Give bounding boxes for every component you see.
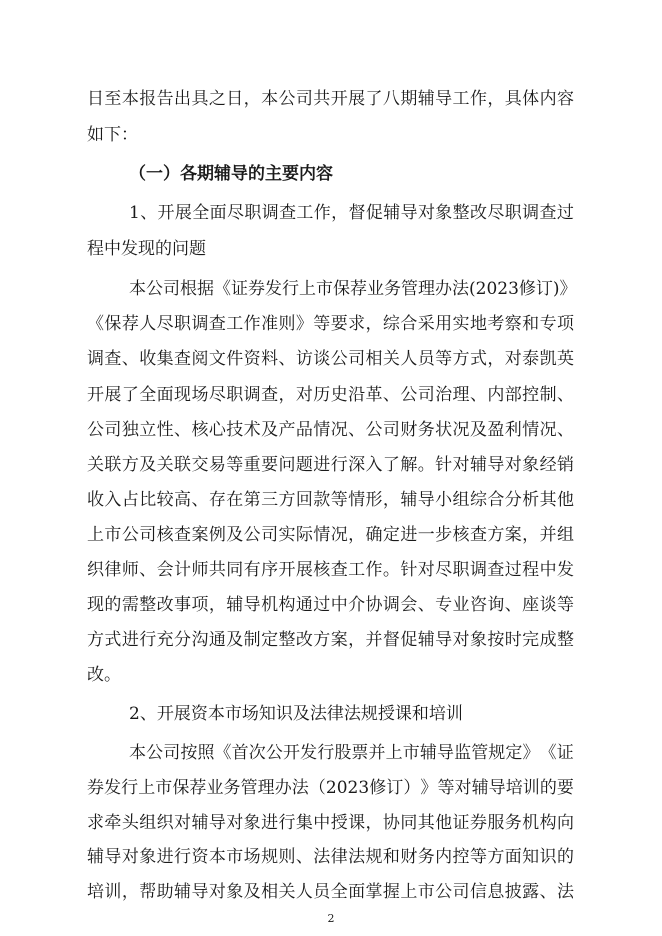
paragraph-line: 织 律 师 、 会 计 师 共 同 有 序 开 展 核 查 工 作 。 针 对 尽 职 调 查 过 程 中 发 [87,560,574,580]
paragraph-line: 现 的 需 整 改 事 项 ， 辅 导 机 构 通 过 中 介 协 调 会 、 专 业 咨 询 、 座 谈 等 [87,595,574,615]
paragraph-line: 调 查 、 收 集 查 阅 文 件 资 料 、 访 谈 公 司 相 关 人 员 等 方 式 ， 对 泰 凯 英 [87,349,574,369]
subsection-heading: 1 、 开 展 全 面 尽 职 调 查 工 作 ， 督 促 辅 导 对 象 整 改 尽 职 调 查 过 [129,203,574,223]
paragraph-line: 收 入 占 比 较 高 、 存 在 第 三 方 回 款 等 情 形 ， 辅 导 小 组 综 合 分 析 其 他 [87,490,574,510]
paragraph-line: 求 牵 头 组 织 对 辅 导 对 象 进 行 集 中 授 课 ， 协 同 其 他 证 券 服 务 机 构 向 [87,813,574,833]
paragraph-line: 辅 导 对 象 进 行 资 本 市 场 规 则 、 法 律 法 规 和 财 务 内 控 等 方 面 知 识 的 [87,847,574,867]
paragraph-line: 培 训 ， 帮 助 辅 导 对 象 及 相 关 人 员 全 面 掌 握 上 市 公 司 信 息 披 露 、 法 [87,882,574,902]
paragraph-line: 方 式 进 行 充 分 沟 通 及 制 定 整 改 方 案 ， 并 督 促 辅 导 对 象 按 时 完 成 整 [87,630,574,650]
paragraph-line: 改。 [87,665,121,685]
paragraph-line: 本 公 司 根 据 《 证 券 发 行 上 市 保 荐 业 务 管 理 办 法 ( 2023 修 订 ) 》 [129,279,577,299]
paragraph-line: 《 保 荐 人 尽 职 调 查 工 作 准 则 》 等 要 求 ， 综 合 采 用 实 地 考 察 和 专 项 [87,314,574,334]
page-number: 2 [327,912,335,925]
paragraph-line: 开 展 了 全 面 现 场 尽 职 调 查 ， 对 历 史 沿 革 、 公 司 治 理 、 内 部 控 制 、 [87,385,574,405]
paragraph-line: 券 发 行 上 市 保 荐 业 务 管 理 办 法 （ 2023 修 订 ） 》 等 对 辅 导 培 训 的 要 [87,778,574,798]
paragraph-line: 日 至 本 报 告 出 具 之 日 ， 本 公 司 共 开 展 了 八 期 辅 导 工 作 ， 具 体 内 容 [87,89,574,109]
paragraph-line: 公 司 独 立 性 、 核 心 技 术 及 产 品 情 况 、 公 司 财 务 状 况 及 盈 利 情 况 、 [87,420,574,440]
paragraph-line: 如下： [87,125,138,145]
section-heading: （一）各期辅导的主要内容 [129,164,333,184]
subsection-heading: 2、开展资本市场知识及法律法规授课和培训 [129,704,463,724]
paragraph-line: 上 市 公 司 核 查 案 例 及 公 司 实 际 情 况 ， 确 定 进 一 步 核 查 方 案 ， 并 组 [87,525,574,545]
paragraph-line: 关 联 方 及 关 联 交 易 等 重 要 问 题 进 行 深 入 了 解 。 针 对 辅 导 对 象 经 销 [87,455,574,475]
paragraph-line: 本 公 司 按 照 《 首 次 公 开 发 行 股 票 并 上 市 辅 导 监 管 规 定 》 《 证 [129,743,574,763]
subsection-heading: 程中发现的问题 [87,239,206,259]
